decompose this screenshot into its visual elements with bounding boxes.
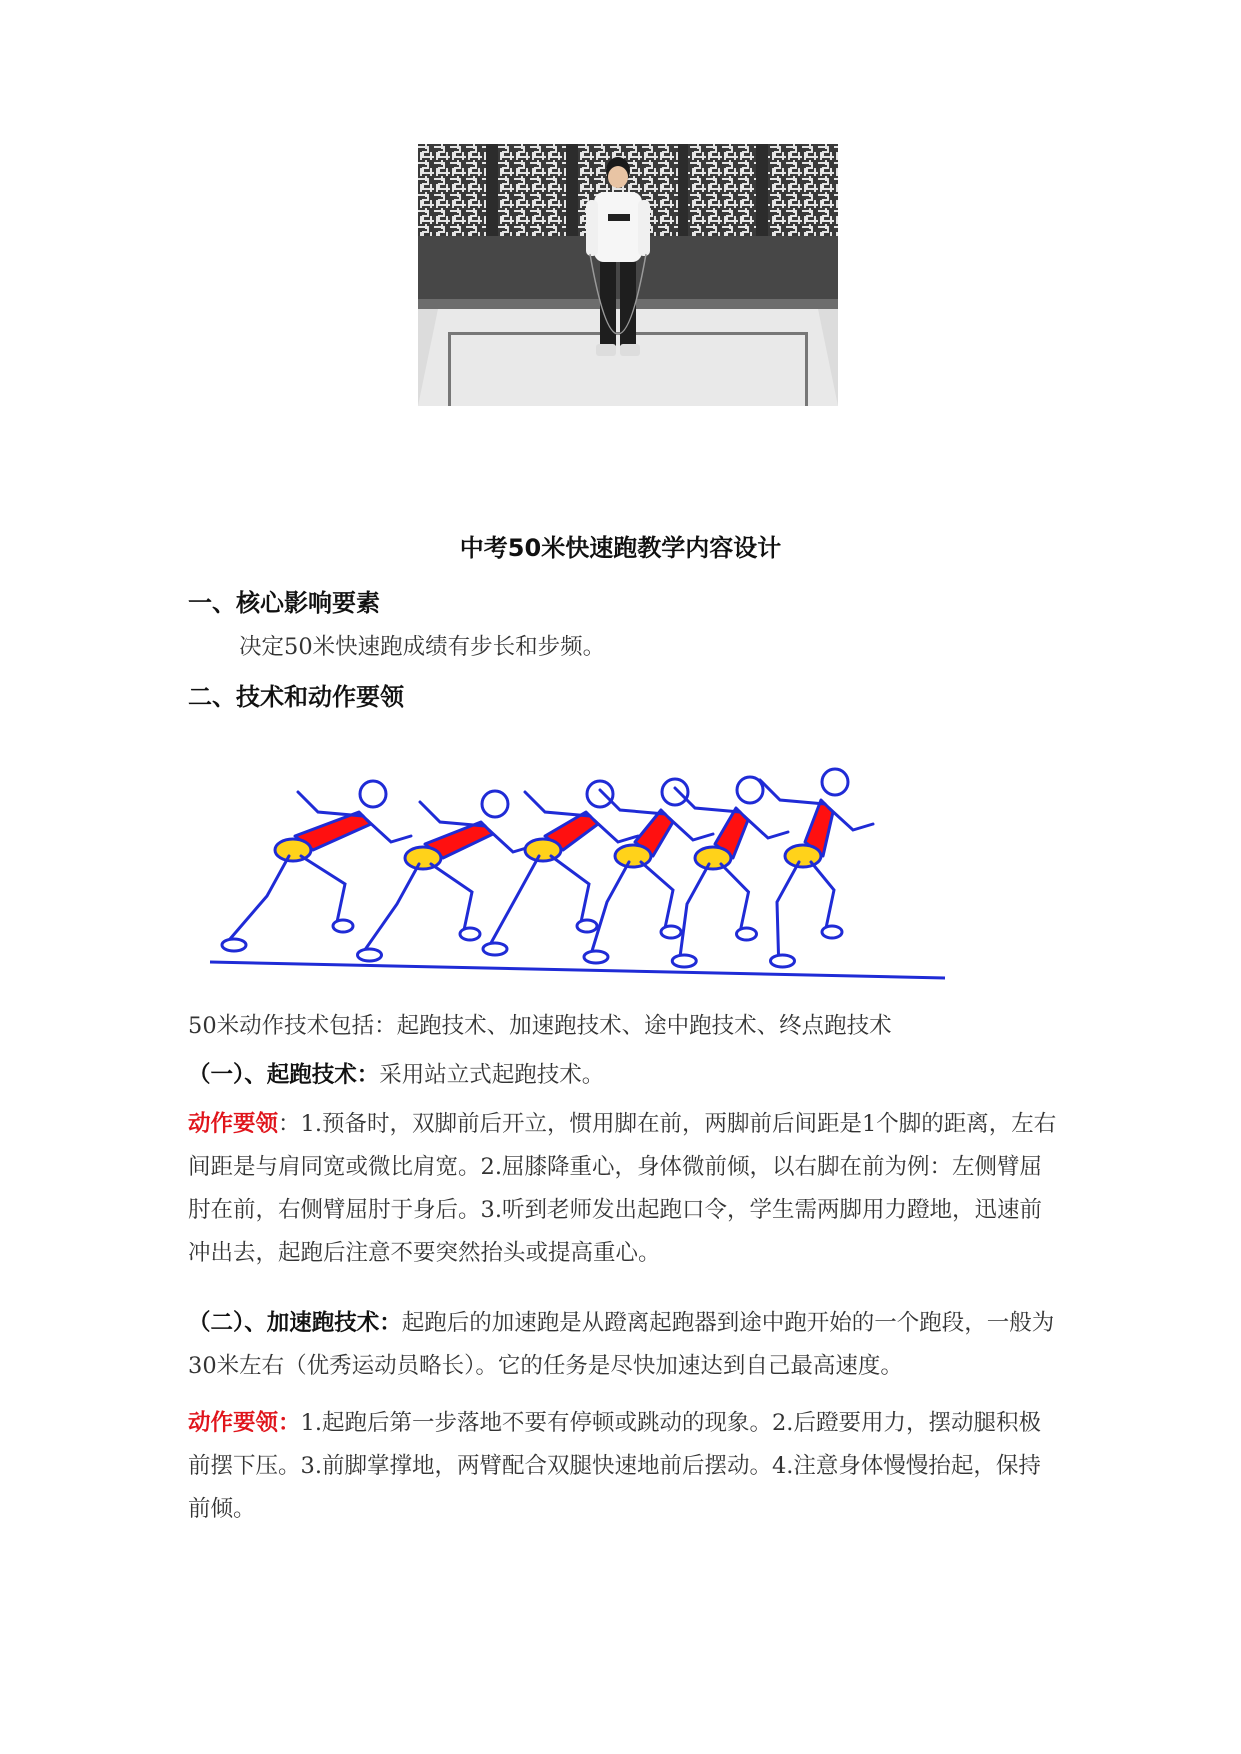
sprint-sequence-drawing [205, 752, 965, 1002]
sprint-sequence-illustration [205, 752, 965, 1002]
student-photo [418, 144, 838, 406]
start-key-points-paragraph [188, 1103, 1058, 1275]
start-technique-text: 采用站立式起跑技术。 [379, 1062, 605, 1088]
page-title: 中考50米快速跑教学内容设计 [459, 534, 782, 562]
acceleration-key-points-paragraph [188, 1402, 1058, 1531]
runner-figure [358, 791, 534, 961]
section-heading-core-factors: 一、核心影响要素 [188, 589, 380, 617]
acceleration-label: （二）、加速跑技术： [188, 1310, 402, 1336]
start-technique-label: （一）、起跑技术： [188, 1062, 380, 1088]
ground-line [210, 962, 945, 978]
start-key-points-label: 动作要领 [188, 1111, 279, 1137]
acceleration-key-points-label: 动作要领： [188, 1410, 301, 1436]
acceleration-key-points-text: 1.起跑后第一步落地不要有停顿或跳动的现象。2.后蹬要用力，摆动腿积极前摆下压。3.前脚掌撑地，两臂配合双腿快速地前后摆动。4.注意身体慢慢抬起，保持前倾。 [188, 1410, 1041, 1522]
technique-intro: 50米动作技术包括：起跑技术、加速跑技术、途中跑技术、终点跑技术 [188, 1013, 892, 1039]
start-key-points-text: ：1.预备时，双脚前后开立，惯用脚在前，两脚前后间距是1个脚的距离，左右间距是与肩同宽或微比肩宽。2.屈膝降重心，身体微前倾，以右脚在前为例：左侧臂屈肘在前，右侧臂屈肘于身后。3.听到老师发出起跑口令，学生需两脚用力蹬地，迅速前冲出去，起跑后注意不要突然抬头或提高重心。 [188, 1111, 1057, 1266]
runner-figure [672, 777, 788, 967]
core-factors-text: 决定50米快速跑成绩有步长和步频。 [239, 634, 606, 660]
section-heading-technique: 二、技术和动作要领 [188, 683, 404, 711]
acceleration-text: 起跑后的加速跑是从蹬离起跑器到途中跑开始的一个跑段，一般为30米左右（优秀运动员略长）。它的任务是尽快加速达到自己最高速度。 [188, 1310, 1055, 1379]
acceleration-paragraph [188, 1302, 1058, 1388]
start-technique-paragraph [188, 1054, 1058, 1097]
runner-figure [760, 769, 873, 967]
student-photo-image [418, 144, 838, 406]
